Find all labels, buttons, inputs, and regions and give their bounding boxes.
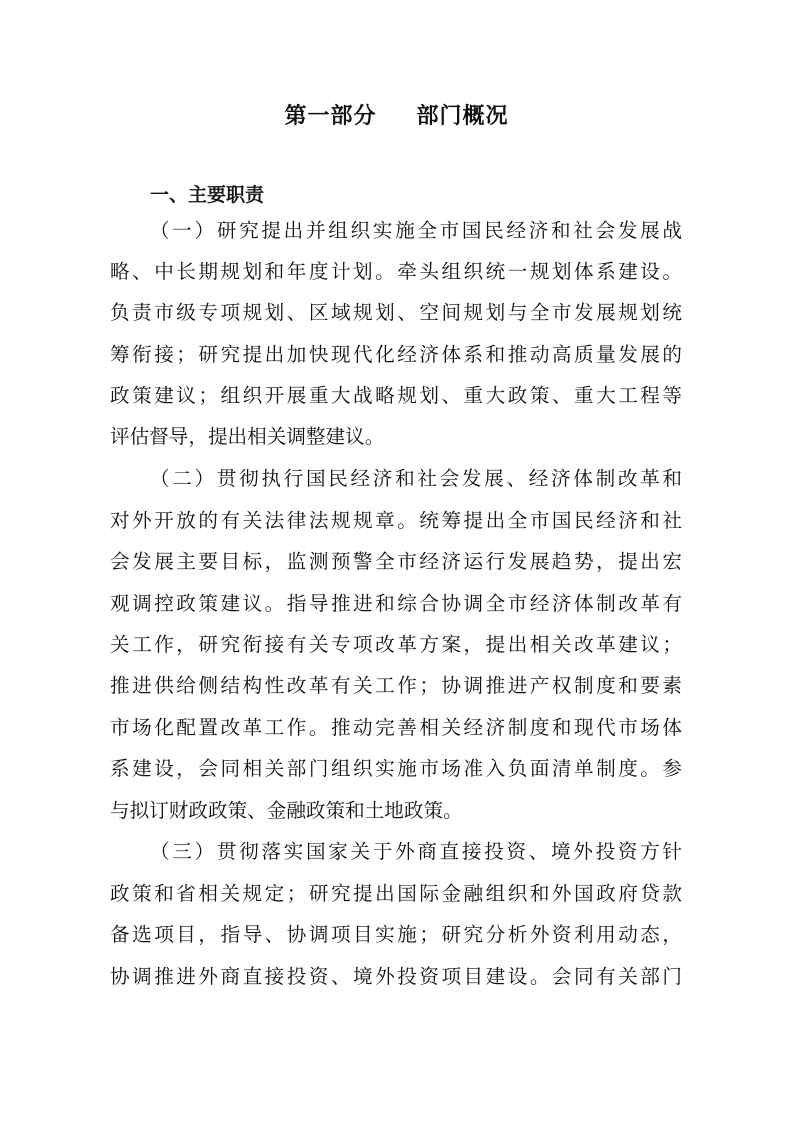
paragraph-1-line-4: 筹衔接；研究提出加快现代化经济体系和推动高质量发展的 xyxy=(110,343,682,366)
paragraph-1-line-2: 略、中长期规划和年度计划。牵头组织统一规划体系建设。 xyxy=(110,260,682,283)
paragraph-3-line-2: 政策和省相关规定；研究提出国际金融组织和外国政府贷款 xyxy=(110,882,682,905)
paragraph-3-line-4: 协调推进外商直接投资、境外投资项目建设。会同有关部门 xyxy=(110,965,682,988)
paragraph-2-line-1: （二）贯彻执行国民经济和社会发展、经济体制改革和 xyxy=(150,467,682,490)
section-heading: 一、主要职责 xyxy=(150,184,265,206)
paragraph-2-line-8: 系建设，会同相关部门组织实施市场准入负面清单制度。参 xyxy=(110,757,682,780)
paragraph-3-line-1: （三）贯彻落实国家关于外商直接投资、境外投资方针 xyxy=(150,840,682,863)
paragraph-1-line-3: 负责市级专项规划、区域规划、空间规划与全市发展规划统 xyxy=(110,301,682,324)
paragraph-2-line-3: 会发展主要目标，监测预警全市经济运行发展趋势，提出宏 xyxy=(110,550,682,573)
paragraph-1-line-1: （一）研究提出并组织实施全市国民经济和社会发展战 xyxy=(150,219,682,242)
paragraph-2-line-5: 关工作，研究衔接有关专项改革方案，提出相关改革建议； xyxy=(110,633,682,656)
paragraph-1-line-5: 政策建议；组织开展重大战略规划、重大政策、重大工程等 xyxy=(110,384,682,407)
paragraph-3-line-3: 备选项目，指导、协调项目实施；研究分析外资利用动态， xyxy=(110,923,682,946)
page-title xyxy=(0,101,793,133)
paragraph-2-line-6: 推进供给侧结构性改革有关工作；协调推进产权制度和要素 xyxy=(110,674,682,697)
paragraph-1-line-6: 评估督导，提出相关调整建议。 xyxy=(110,425,385,448)
paragraph-2-line-7: 市场化配置改革工作。推动完善相关经济制度和现代市场体 xyxy=(110,716,682,739)
title-name: 部门概况 xyxy=(416,104,509,129)
title-part: 第一部分 xyxy=(284,104,377,129)
paragraph-2-line-4: 观调控政策建议。指导推进和综合协调全市经济体制改革有 xyxy=(110,592,682,615)
paragraph-2-line-9: 与拟订财政政策、金融政策和土地政策。 xyxy=(110,799,463,822)
paragraph-2-line-2: 对外开放的有关法律法规规章。统筹提出全市国民经济和社 xyxy=(110,509,682,532)
